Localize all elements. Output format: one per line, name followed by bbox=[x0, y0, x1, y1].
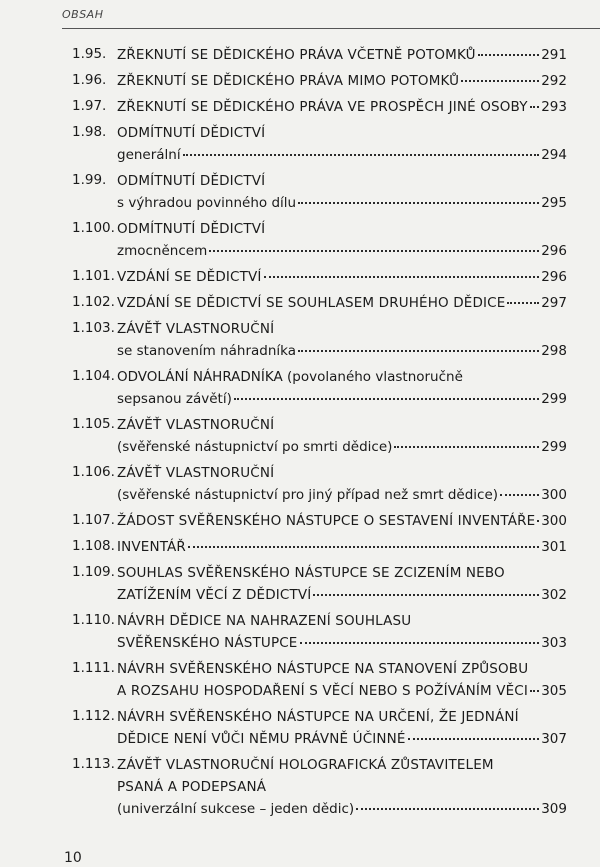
toc-entry-page-number: 299 bbox=[541, 439, 567, 455]
toc-entry-line bbox=[117, 462, 567, 484]
toc-entry-page-number: 291 bbox=[541, 47, 567, 63]
toc-entry-line bbox=[117, 706, 567, 728]
toc-entry bbox=[0, 366, 600, 414]
dot-leader bbox=[188, 546, 539, 548]
toc-entry-page-number: 300 bbox=[541, 487, 567, 503]
toc-entry-number: 1.96. bbox=[72, 72, 107, 88]
toc-entry-line bbox=[117, 754, 567, 776]
toc-entry bbox=[0, 44, 600, 70]
toc-entry-line bbox=[117, 562, 567, 584]
toc-entry-page-number: 296 bbox=[541, 243, 567, 259]
toc-entry-line bbox=[117, 366, 567, 388]
dot-leader bbox=[264, 276, 540, 278]
dot-leader bbox=[530, 106, 540, 108]
toc-entry-line-text: zmocněncem bbox=[117, 243, 208, 259]
dot-leader bbox=[298, 202, 539, 204]
toc-entry-page-number: 309 bbox=[541, 801, 567, 817]
toc-entry-page-number: 305 bbox=[541, 683, 567, 699]
toc-entry-line-text: ZÁVĚŤ VLASTNORUČNÍ bbox=[117, 321, 275, 337]
toc-entry-line bbox=[117, 776, 567, 798]
toc-entry bbox=[0, 122, 600, 170]
toc-entry-line-text: ZŘEKNUTÍ SE DĚDICKÉHO PRÁVA VČETNĚ POTOMKŮ bbox=[117, 47, 476, 63]
toc-entry-page-number: 298 bbox=[541, 343, 567, 359]
dot-leader bbox=[408, 738, 540, 740]
toc-entry-title bbox=[117, 658, 567, 702]
dot-leader bbox=[537, 520, 539, 522]
toc-entry bbox=[0, 462, 600, 510]
toc-entry bbox=[0, 414, 600, 462]
toc-entry-line-text: s výhradou povinného dílu bbox=[117, 195, 297, 211]
toc-entry-line-text: NÁVRH SVĚŘENSKÉHO NÁSTUPCE NA STANOVENÍ ZPŮSOBU bbox=[117, 661, 529, 677]
toc-entry-page-number: 303 bbox=[541, 635, 567, 651]
toc-entry-line bbox=[117, 292, 567, 314]
toc-entry-line-text: PSANÁ A PODEPSANÁ bbox=[117, 779, 267, 795]
dot-leader bbox=[530, 690, 539, 692]
toc-entry-title bbox=[117, 536, 567, 558]
toc-entry-line-text: ZÁVĚŤ VLASTNORUČNÍ HOLOGRAFICKÁ ZŮSTAVITELEM bbox=[117, 757, 494, 773]
toc-entry-number: 1.104. bbox=[72, 368, 115, 384]
dot-leader bbox=[461, 80, 539, 82]
toc-entry-line-text: ZŘEKNUTÍ SE DĚDICKÉHO PRÁVA VE PROSPĚCH JINÉ OSOBY bbox=[117, 99, 528, 115]
toc-entry-line-text: DĚDICE NENÍ VŮČI NĚMU PRÁVNĚ ÚČINNÉ bbox=[117, 731, 406, 747]
toc-entry-title bbox=[117, 706, 567, 750]
toc-entry-line bbox=[117, 144, 567, 166]
toc-entry-line bbox=[117, 680, 567, 702]
toc-entry-line bbox=[117, 510, 567, 532]
toc-entry-line-text: (svěřenské nástupnictví po smrti dědice) bbox=[117, 439, 393, 455]
toc-entry-number: 1.106. bbox=[72, 464, 115, 480]
toc-entry-line bbox=[117, 122, 567, 144]
toc-entry-line-text: ZATÍŽENÍM VĚCÍ Z DĚDICTVÍ bbox=[117, 587, 312, 603]
toc-entry bbox=[0, 610, 600, 658]
toc-entry-number: 1.108. bbox=[72, 538, 115, 554]
toc-entry-line bbox=[117, 632, 567, 654]
toc-entry-page-number: 297 bbox=[541, 295, 567, 311]
toc-entry-line-text: ODMÍTNUTÍ DĚDICTVÍ bbox=[117, 221, 266, 237]
dot-leader bbox=[209, 250, 539, 252]
toc-entry bbox=[0, 658, 600, 706]
toc-entry-title bbox=[117, 754, 567, 820]
toc-entry-title bbox=[117, 44, 567, 66]
toc-entry-line bbox=[117, 318, 567, 340]
toc-entry bbox=[0, 754, 600, 824]
toc-entry-line bbox=[117, 388, 567, 410]
toc-entry-number: 1.98. bbox=[72, 124, 107, 140]
dot-leader bbox=[507, 302, 539, 304]
toc-entry-line-text: ŽÁDOST SVĚŘENSKÉHO NÁSTUPCE O SESTAVENÍ INVENTÁŘE bbox=[117, 513, 536, 529]
toc-entry-title bbox=[117, 462, 567, 506]
toc-entry-line-text: INVENTÁŘ bbox=[117, 539, 186, 555]
toc-entry-line-text: (svěřenské nástupnictví pro jiný případ než smrt dědice) bbox=[117, 487, 499, 503]
toc-entry-number: 1.97. bbox=[72, 98, 107, 114]
toc-entry-line-text: NÁVRH SVĚŘENSKÉHO NÁSTUPCE NA URČENÍ, ŽE JEDNÁNÍ bbox=[117, 709, 519, 725]
toc-entry-number: 1.100. bbox=[72, 220, 115, 236]
toc-entry-line-text: VZDÁNÍ SE DĚDICTVÍ bbox=[117, 269, 262, 285]
footer-page-number: 10 bbox=[64, 850, 82, 866]
toc-entry-line bbox=[117, 536, 567, 558]
toc-entry-title bbox=[117, 266, 567, 288]
toc-entry-page-number: 296 bbox=[541, 269, 567, 285]
toc-entry-title bbox=[117, 414, 567, 458]
toc-entry-page-number: 295 bbox=[541, 195, 567, 211]
toc-entry-title bbox=[117, 122, 567, 166]
toc-entry-number: 1.111. bbox=[72, 660, 115, 676]
dot-leader bbox=[500, 494, 539, 496]
toc-entry-number: 1.113. bbox=[72, 756, 115, 772]
toc-entry bbox=[0, 96, 600, 122]
toc-entry-line-text: ZÁVĚŤ VLASTNORUČNÍ bbox=[117, 417, 275, 433]
toc-entry-number: 1.112. bbox=[72, 708, 115, 724]
toc-entry-title bbox=[117, 610, 567, 654]
toc-entry-page-number: 307 bbox=[541, 731, 567, 747]
toc-entry-line bbox=[117, 170, 567, 192]
toc-entry-line-text: ZÁVĚŤ VLASTNORUČNÍ bbox=[117, 465, 275, 481]
toc-entry-title bbox=[117, 170, 567, 214]
toc-entry-line-text: generální bbox=[117, 147, 181, 163]
toc-entry-title bbox=[117, 70, 567, 92]
dot-leader bbox=[298, 350, 539, 352]
toc-entry-title bbox=[117, 510, 567, 532]
toc-entry-number: 1.103. bbox=[72, 320, 115, 336]
dot-leader bbox=[356, 808, 539, 810]
toc-entry-line bbox=[117, 96, 567, 118]
toc-entry-line bbox=[117, 218, 567, 240]
dot-leader bbox=[394, 446, 539, 448]
toc-entry-title bbox=[117, 318, 567, 362]
toc-entry-number: 1.110. bbox=[72, 612, 115, 628]
toc-entry-line bbox=[117, 414, 567, 436]
toc-entry-line-text: ODVOLÁNÍ NÁHRADNÍKA (povolaného vlastnoručně bbox=[117, 369, 463, 385]
toc-entry-line bbox=[117, 340, 567, 362]
toc-entry-page-number: 294 bbox=[541, 147, 567, 163]
toc-entry-line bbox=[117, 484, 567, 506]
toc-entry-line bbox=[117, 436, 567, 458]
dot-leader bbox=[300, 642, 540, 644]
toc-entry-page-number: 292 bbox=[541, 73, 567, 89]
toc-entry-line bbox=[117, 728, 567, 750]
toc-entry bbox=[0, 292, 600, 318]
toc-entry bbox=[0, 70, 600, 96]
toc-entry-title bbox=[117, 218, 567, 262]
toc-entry bbox=[0, 218, 600, 266]
toc-entry-line-text: VZDÁNÍ SE DĚDICTVÍ SE SOUHLASEM DRUHÉHO DĚDICE bbox=[117, 295, 506, 311]
toc-entry bbox=[0, 536, 600, 562]
toc-entry-line-text: ODMÍTNUTÍ DĚDICTVÍ bbox=[117, 125, 266, 141]
toc-entry-title bbox=[117, 292, 567, 314]
toc-entry-line-text: se stanovením náhradníka bbox=[117, 343, 297, 359]
toc-entry-line bbox=[117, 584, 567, 606]
toc-entry-title bbox=[117, 562, 567, 606]
table-of-contents bbox=[0, 44, 600, 824]
toc-entry bbox=[0, 706, 600, 754]
toc-entry-line-text: ODMÍTNUTÍ DĚDICTVÍ bbox=[117, 173, 266, 189]
toc-entry-line-text: NÁVRH DĚDICE NA NAHRAZENÍ SOUHLASU bbox=[117, 613, 412, 629]
running-header: OBSAH bbox=[62, 8, 104, 21]
toc-entry-number: 1.99. bbox=[72, 172, 107, 188]
toc-entry bbox=[0, 318, 600, 366]
toc-entry bbox=[0, 562, 600, 610]
toc-entry-number: 1.101. bbox=[72, 268, 115, 284]
toc-entry-page-number: 293 bbox=[541, 99, 567, 115]
toc-entry-page-number: 301 bbox=[541, 539, 567, 555]
toc-entry bbox=[0, 510, 600, 536]
toc-entry-line bbox=[117, 266, 567, 288]
toc-entry-line-text: sepsanou závětí) bbox=[117, 391, 232, 407]
toc-entry-line bbox=[117, 70, 567, 92]
toc-entry bbox=[0, 266, 600, 292]
dot-leader bbox=[313, 594, 539, 596]
dot-leader bbox=[183, 154, 540, 156]
toc-entry-line bbox=[117, 192, 567, 214]
toc-entry-line bbox=[117, 798, 567, 820]
toc-entry-line-text: (univerzální sukcese – jeden dědic) bbox=[117, 801, 355, 817]
toc-entry-line-text: SOUHLAS SVĚŘENSKÉHO NÁSTUPCE SE ZCIZENÍM NEBO bbox=[117, 565, 505, 581]
toc-entry-line-text: SVĚŘENSKÉHO NÁSTUPCE bbox=[117, 635, 298, 651]
toc-entry-number: 1.105. bbox=[72, 416, 115, 432]
dot-leader bbox=[478, 54, 540, 56]
toc-entry-number: 1.102. bbox=[72, 294, 115, 310]
toc-entry-line-text: A ROZSAHU HOSPODAŘENÍ S VĚCÍ NEBO S POŽÍVÁNÍM VĚCI bbox=[117, 683, 528, 699]
toc-entry-page-number: 299 bbox=[541, 391, 567, 407]
toc-entry-number: 1.95. bbox=[72, 46, 107, 62]
toc-entry-line bbox=[117, 610, 567, 632]
toc-entry bbox=[0, 170, 600, 218]
dot-leader bbox=[234, 398, 539, 400]
toc-entry-line bbox=[117, 240, 567, 262]
toc-entry-line bbox=[117, 658, 567, 680]
toc-entry-title bbox=[117, 366, 567, 410]
toc-entry-line-text: ZŘEKNUTÍ SE DĚDICKÉHO PRÁVA MIMO POTOMKŮ bbox=[117, 73, 460, 89]
toc-entry-page-number: 302 bbox=[541, 587, 567, 603]
toc-entry-line bbox=[117, 44, 567, 66]
toc-entry-page-number: 300 bbox=[541, 513, 567, 529]
header-rule bbox=[62, 28, 600, 29]
toc-entry-title bbox=[117, 96, 567, 118]
toc-entry-number: 1.107. bbox=[72, 512, 115, 528]
toc-entry-number: 1.109. bbox=[72, 564, 115, 580]
